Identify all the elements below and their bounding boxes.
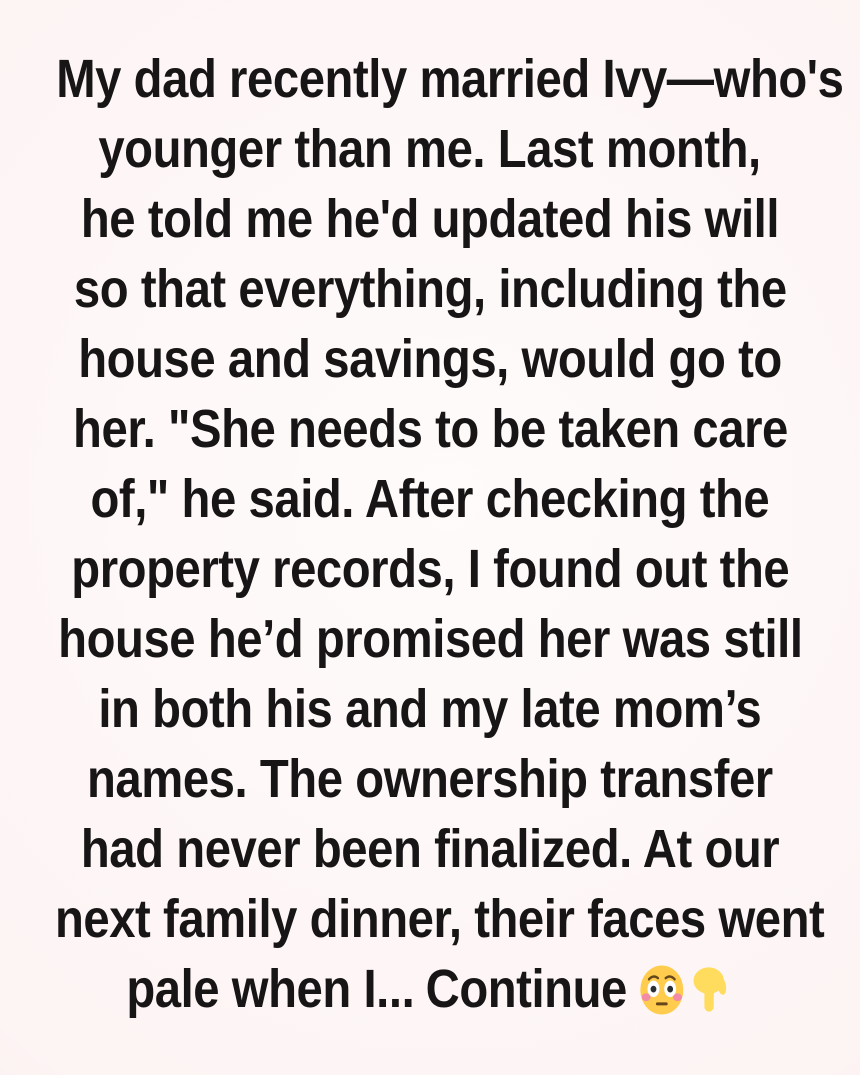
post-text: so that everything, including the: [73, 259, 787, 319]
post-text-line: [0, 114, 860, 184]
post-text: of," he said. After checking the: [90, 469, 770, 529]
post-text: house he’d promised her was still: [57, 609, 803, 669]
post-text-line: [0, 744, 860, 814]
post-text: in both his and my late mom’s: [98, 679, 762, 739]
post-text-line: [0, 604, 860, 674]
post-text-line: [0, 534, 860, 604]
post-text-line: [0, 44, 860, 114]
post-text: younger than me. Last month,: [98, 119, 762, 179]
post-text-line: [0, 324, 860, 394]
post-text-line: [0, 184, 860, 254]
post-text-line: [0, 814, 860, 884]
continue-text[interactable]: Continue: [426, 959, 628, 1019]
post-text-line: [0, 674, 860, 744]
post-text: names. The ownership transfer: [87, 749, 773, 809]
post-text-line: [0, 394, 860, 464]
post-text: pale when I...: [126, 959, 415, 1019]
backhand-index-pointing-down-emoji: [688, 964, 734, 1016]
post-text-line-last: [0, 954, 860, 1024]
post-text: had never been finalized. At our: [80, 819, 780, 879]
post-text: he told me he'd updated his will: [80, 189, 780, 249]
post-text-last-inner: [127, 954, 733, 1024]
post-text: My dad recently married Ivy—who's: [56, 49, 844, 109]
post-text-line: [0, 464, 860, 534]
post-text-line: [0, 254, 860, 324]
post-text: house and savings, would go to: [78, 329, 782, 389]
post-text: her. "She needs to be taken care: [72, 399, 788, 459]
flushed-face-emoji: [640, 964, 686, 1016]
post-text-line: [0, 884, 860, 954]
post-text: property records, I found out the: [71, 539, 789, 599]
post-text: next family dinner, their faces went: [54, 889, 825, 949]
